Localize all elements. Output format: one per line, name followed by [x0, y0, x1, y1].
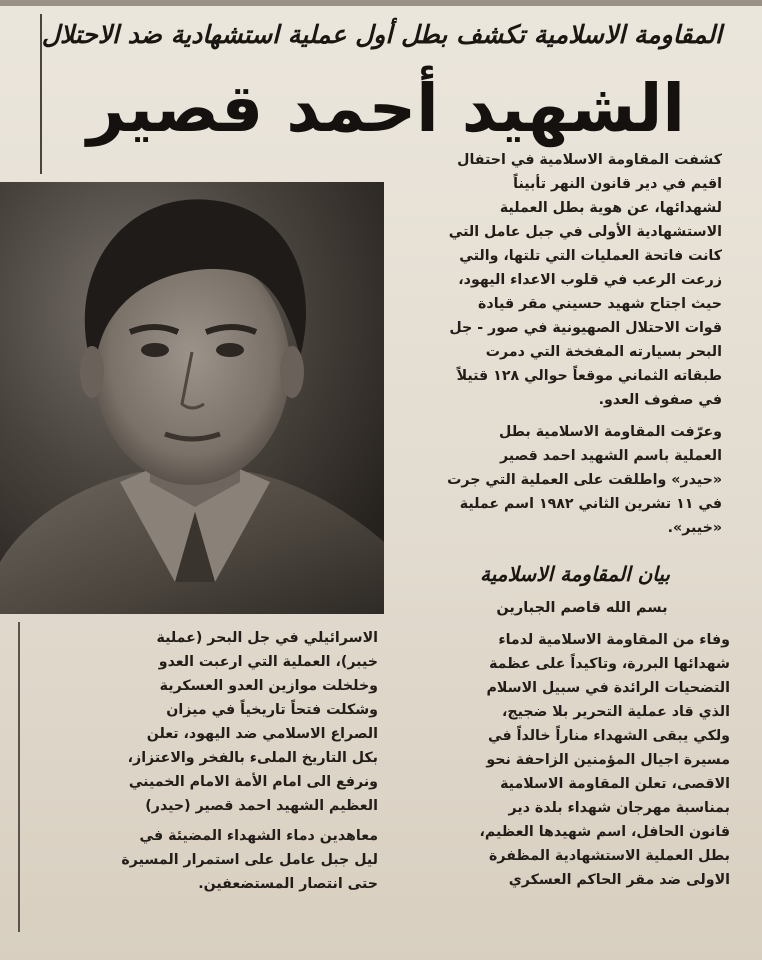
statement-line: ولكي يبقى الشهداء مناراً خالداً في: [488, 728, 730, 744]
continuation-line: الصراع الاسلامي ضد اليهود، تعلن: [146, 726, 378, 742]
continuation-line: الاسرائيلي في جل البحر (عملية: [156, 630, 378, 646]
statement-line: بمناسبة مهرجان شهداء بلدة دير: [508, 800, 730, 816]
intro-line: طبقاته الثماني موقعاً حوالي ١٢٨ قتيلاً: [456, 368, 722, 384]
intro-line: كانت فاتحة العمليات التي تلتها، والتي: [459, 248, 722, 264]
statement-line: الذي قاد عملية التحرير بلا ضجيج،: [502, 704, 730, 720]
continuation-line: بكل التاريخ الملىء بالفخر والاعتزاز،: [127, 750, 378, 766]
statement-line: وفاء من المقاومة الاسلامية لدماء: [498, 632, 730, 648]
statement-line: قانون الحافل، اسم شهيدها العظيم،: [479, 824, 730, 840]
statement-title: بيان المقاومة الاسلامية: [480, 562, 670, 586]
portrait-illustration: [0, 182, 384, 614]
intro-line: في ١١ تشرين الثاني ١٩٨٢ اسم عملية: [459, 496, 722, 512]
statement-line: الاولى ضد مقر الحاكم العسكري: [508, 872, 730, 888]
intro-line: «حيدر» واطلقت على العملية التي جرت: [447, 472, 722, 488]
portrait-photo: [0, 182, 384, 614]
intro-line: حيث اجتاح شهيد حسيني مقر قيادة: [478, 296, 722, 312]
continuation-line: وخلخلت موازين العدو العسكرية: [159, 678, 378, 694]
continuation-line: العظيم الشهيد احمد قصير (حيدر): [145, 798, 378, 814]
intro-line: البحر بسيارته المفخخة التي دمرت: [485, 344, 722, 360]
intro-line: لشهدائها، عن هوية بطل العملية: [499, 200, 722, 216]
column-divider-rule-lower: [18, 622, 20, 932]
statement-line: بطل العملية الاستشهادية المظفرة: [489, 848, 730, 864]
page-top-border: [0, 0, 762, 6]
intro-line: وعرّفت المقاومة الاسلامية بطل: [498, 424, 722, 440]
basmala: بسم الله قاصم الجبارين: [496, 600, 668, 616]
continuation-line: وشكلت فتحاً تاريخياً في ميزان: [166, 702, 378, 718]
statement-line: شهدائها البررة، وتاكيداً على عظمة: [489, 656, 730, 672]
intro-line: اقيم في دير قانون النهر تأبيناً: [513, 176, 722, 192]
continuation-line: ليل جبل عامل على استمرار المسيرة: [121, 852, 378, 868]
continuation-line: حتى انتصار المستضعفين.: [198, 876, 378, 892]
continuation-column: [26, 626, 378, 896]
continuation-line: خيبر)، العملية التي ارعبت العدو: [158, 654, 378, 670]
statement-line: الاقصى، تعلن المقاومة الاسلامية: [500, 776, 730, 792]
intro-line: في صفوف العدو.: [598, 392, 722, 408]
intro-line: كشفت المقاومة الاسلامية في احتفال: [457, 152, 722, 168]
intro-line: زرعت الرعب في قلوب الاعداء اليهود،: [458, 272, 722, 288]
intro-column: [410, 148, 722, 540]
intro-line: «خيبر».: [667, 520, 722, 536]
continuation-line: ونرفع الى امام الأمة الامام الخميني: [128, 774, 378, 790]
intro-line: الاستشهادية الأولى في جبل عامل التي: [448, 224, 722, 240]
statement-column: [432, 628, 730, 892]
article-kicker: المقاومة الاسلامية تكشف بطل أول عملية استشهادية ضد الاحتلال: [41, 20, 722, 49]
intro-line: قوات الاحتلال الصهيونية في صور - جل: [449, 320, 722, 336]
continuation-line: معاهدين دماء الشهداء المضيئة في: [139, 828, 378, 844]
intro-line: العملية باسم الشهيد احمد قصير: [499, 448, 722, 464]
statement-line: مسيرة اجيال المؤمنين الزاحفة نحو: [486, 752, 730, 768]
article-headline: الشهيد أحمد قصير: [87, 70, 685, 147]
statement-line: التضحيات الرائدة في سبيل الاسلام: [486, 680, 730, 696]
